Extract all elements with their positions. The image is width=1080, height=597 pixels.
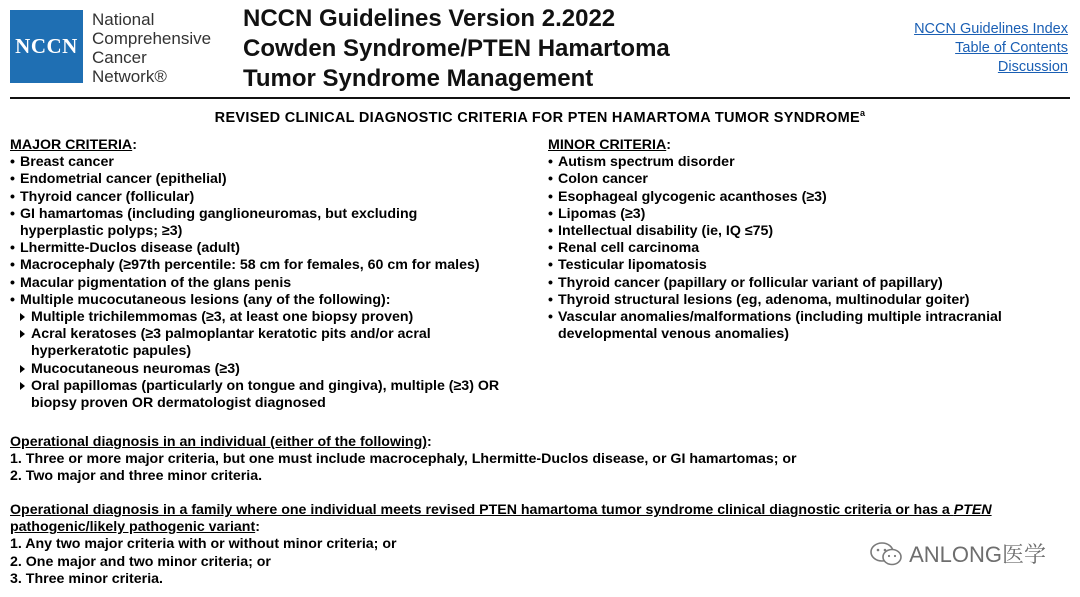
triangle-bullet-icon — [20, 382, 25, 390]
list-item: • Testicular lipomatosis — [548, 257, 1068, 274]
nccn-logo: NCCN — [10, 10, 83, 83]
triangle-bullet-icon — [20, 330, 25, 338]
table-of-contents-link[interactable]: Table of Contents — [955, 40, 1068, 56]
individual-heading-text: Operational diagnosis in an individual (either of the following) — [10, 434, 427, 450]
list-item: • Endometrial cancer (epithelial) — [10, 171, 540, 188]
org-line: Network® — [92, 67, 167, 86]
list-item: • Renal cell carcinoma — [548, 240, 1068, 257]
sub-list-item — [10, 326, 461, 360]
list-item: • Vascular anomalies/malformations (including multiple intracranial developmental venous anomalies) — [548, 309, 1068, 343]
sub-item-text: Multiple trichilemmomas (≥3, at least one biopsy proven) — [31, 309, 414, 326]
list-item: • Colon cancer — [548, 171, 1068, 188]
list-item: • Intellectual disability (ie, IQ ≤75) — [548, 223, 1068, 240]
major-heading-text: MAJOR CRITERIA — [10, 137, 133, 153]
family-heading-text: pathogenic/likely pathogenic variant — [10, 519, 256, 536]
title-line: Tumor Syndrome Management — [243, 65, 594, 92]
title-line: Cowden Syndrome/PTEN Hamartoma — [243, 35, 670, 62]
list-item: 2. Two major and three minor criteria. — [10, 468, 263, 485]
footnote-marker: a — [860, 108, 866, 118]
minor-heading-text: MINOR CRITERIA — [548, 137, 667, 153]
list-item: 3. Three minor criteria. — [10, 570, 163, 587]
list-item: • Lhermitte-Duclos disease (adult) — [10, 240, 540, 257]
sub-list-item — [10, 378, 531, 412]
minor-criteria — [548, 137, 1068, 343]
gene-name: PTEN — [953, 502, 992, 518]
watermark-text: ANLONG医学 — [909, 542, 1046, 567]
triangle-bullet-icon — [20, 365, 25, 373]
triangle-bullet-icon — [20, 313, 25, 321]
sub-list-item — [10, 309, 540, 326]
list-item: 2. One major and two minor criteria; or — [10, 553, 271, 570]
list-item: • Multiple mucocutaneous lesions (any of the following): — [10, 292, 540, 309]
section-title — [0, 108, 1080, 126]
list-item: 1. Three or more major criteria, but one must include macrocephaly, Lhermitte-Duclos disease, or GI hamartomas; or — [10, 451, 797, 468]
major-criteria — [10, 137, 540, 412]
list-item: • Esophageal glycogenic acanthoses (≥3) — [548, 189, 1068, 206]
list-item: • Macular pigmentation of the glans penis — [10, 275, 540, 292]
sub-item-text: Mucocutaneous neuromas (≥3) — [31, 360, 240, 377]
major-heading: MAJOR CRITERIA: — [10, 137, 137, 153]
minor-heading: MINOR CRITERIA: — [548, 137, 671, 153]
title-line: NCCN Guidelines Version 2.2022 — [243, 5, 616, 32]
org-line: Comprehensive — [92, 29, 212, 48]
individual-diagnosis — [10, 434, 1070, 486]
list-item: 1. Any two major criteria with or without minor criteria; or — [10, 536, 397, 553]
wechat-icon — [869, 541, 903, 567]
guidelines-index-link[interactable]: NCCN Guidelines Index — [914, 21, 1068, 37]
section-title-text: REVISED CLINICAL DIAGNOSTIC CRITERIA FOR PTEN HAMARTOMA TUMOR SYNDROME — [214, 109, 860, 126]
sub-list-item — [10, 361, 540, 378]
organization-name — [92, 10, 211, 86]
list-item: • Breast cancer — [10, 154, 540, 171]
discussion-link[interactable]: Discussion — [997, 59, 1068, 75]
list-item: • Thyroid structural lesions (eg, adenoma, multinodular goiter) — [548, 292, 1068, 309]
header-divider — [10, 97, 1070, 99]
org-line: National — [92, 10, 155, 29]
sub-item-text: Acral keratoses (≥3 palmoplantar keratotic pits and/or acral hyperkeratotic papules) — [31, 326, 431, 360]
sub-item-text: Oral papillomas (particularly on tongue and gingiva), multiple (≥3) OR biopsy proven OR dermatologist diagnosed — [31, 377, 500, 412]
list-item: • GI hamartomas (including ganglioneuromas, but excluding hyperplastic polyps; ≥3) — [10, 206, 475, 240]
family-heading-text: Operational diagnosis in a family where one individual meets revised PTEN hamartoma tumor syndrome clinical diagnostic criteria or has a — [10, 502, 954, 518]
list-item: • Thyroid cancer (follicular) — [10, 189, 540, 206]
list-item: • Lipomas (≥3) — [548, 206, 1068, 223]
list-item: • Thyroid cancer (papillary or follicular variant of papillary) — [548, 275, 1068, 292]
watermark — [869, 538, 1046, 569]
nav-links — [914, 20, 1068, 77]
page-title — [243, 4, 670, 94]
list-item: • Autism spectrum disorder — [548, 154, 1068, 171]
family-heading: Operational diagnosis in a family where one individual meets revised PTEN hamartoma tumor syndrome clinical diagnostic criteria or has a PTEN pathogenic/likely pathogenic variant: — [10, 502, 992, 536]
list-item: • Macrocephaly (≥97th percentile: 58 cm for females, 60 cm for males) — [10, 257, 540, 274]
org-line: Cancer — [92, 48, 147, 67]
individual-heading: Operational diagnosis in an individual (either of the following): — [10, 434, 432, 450]
